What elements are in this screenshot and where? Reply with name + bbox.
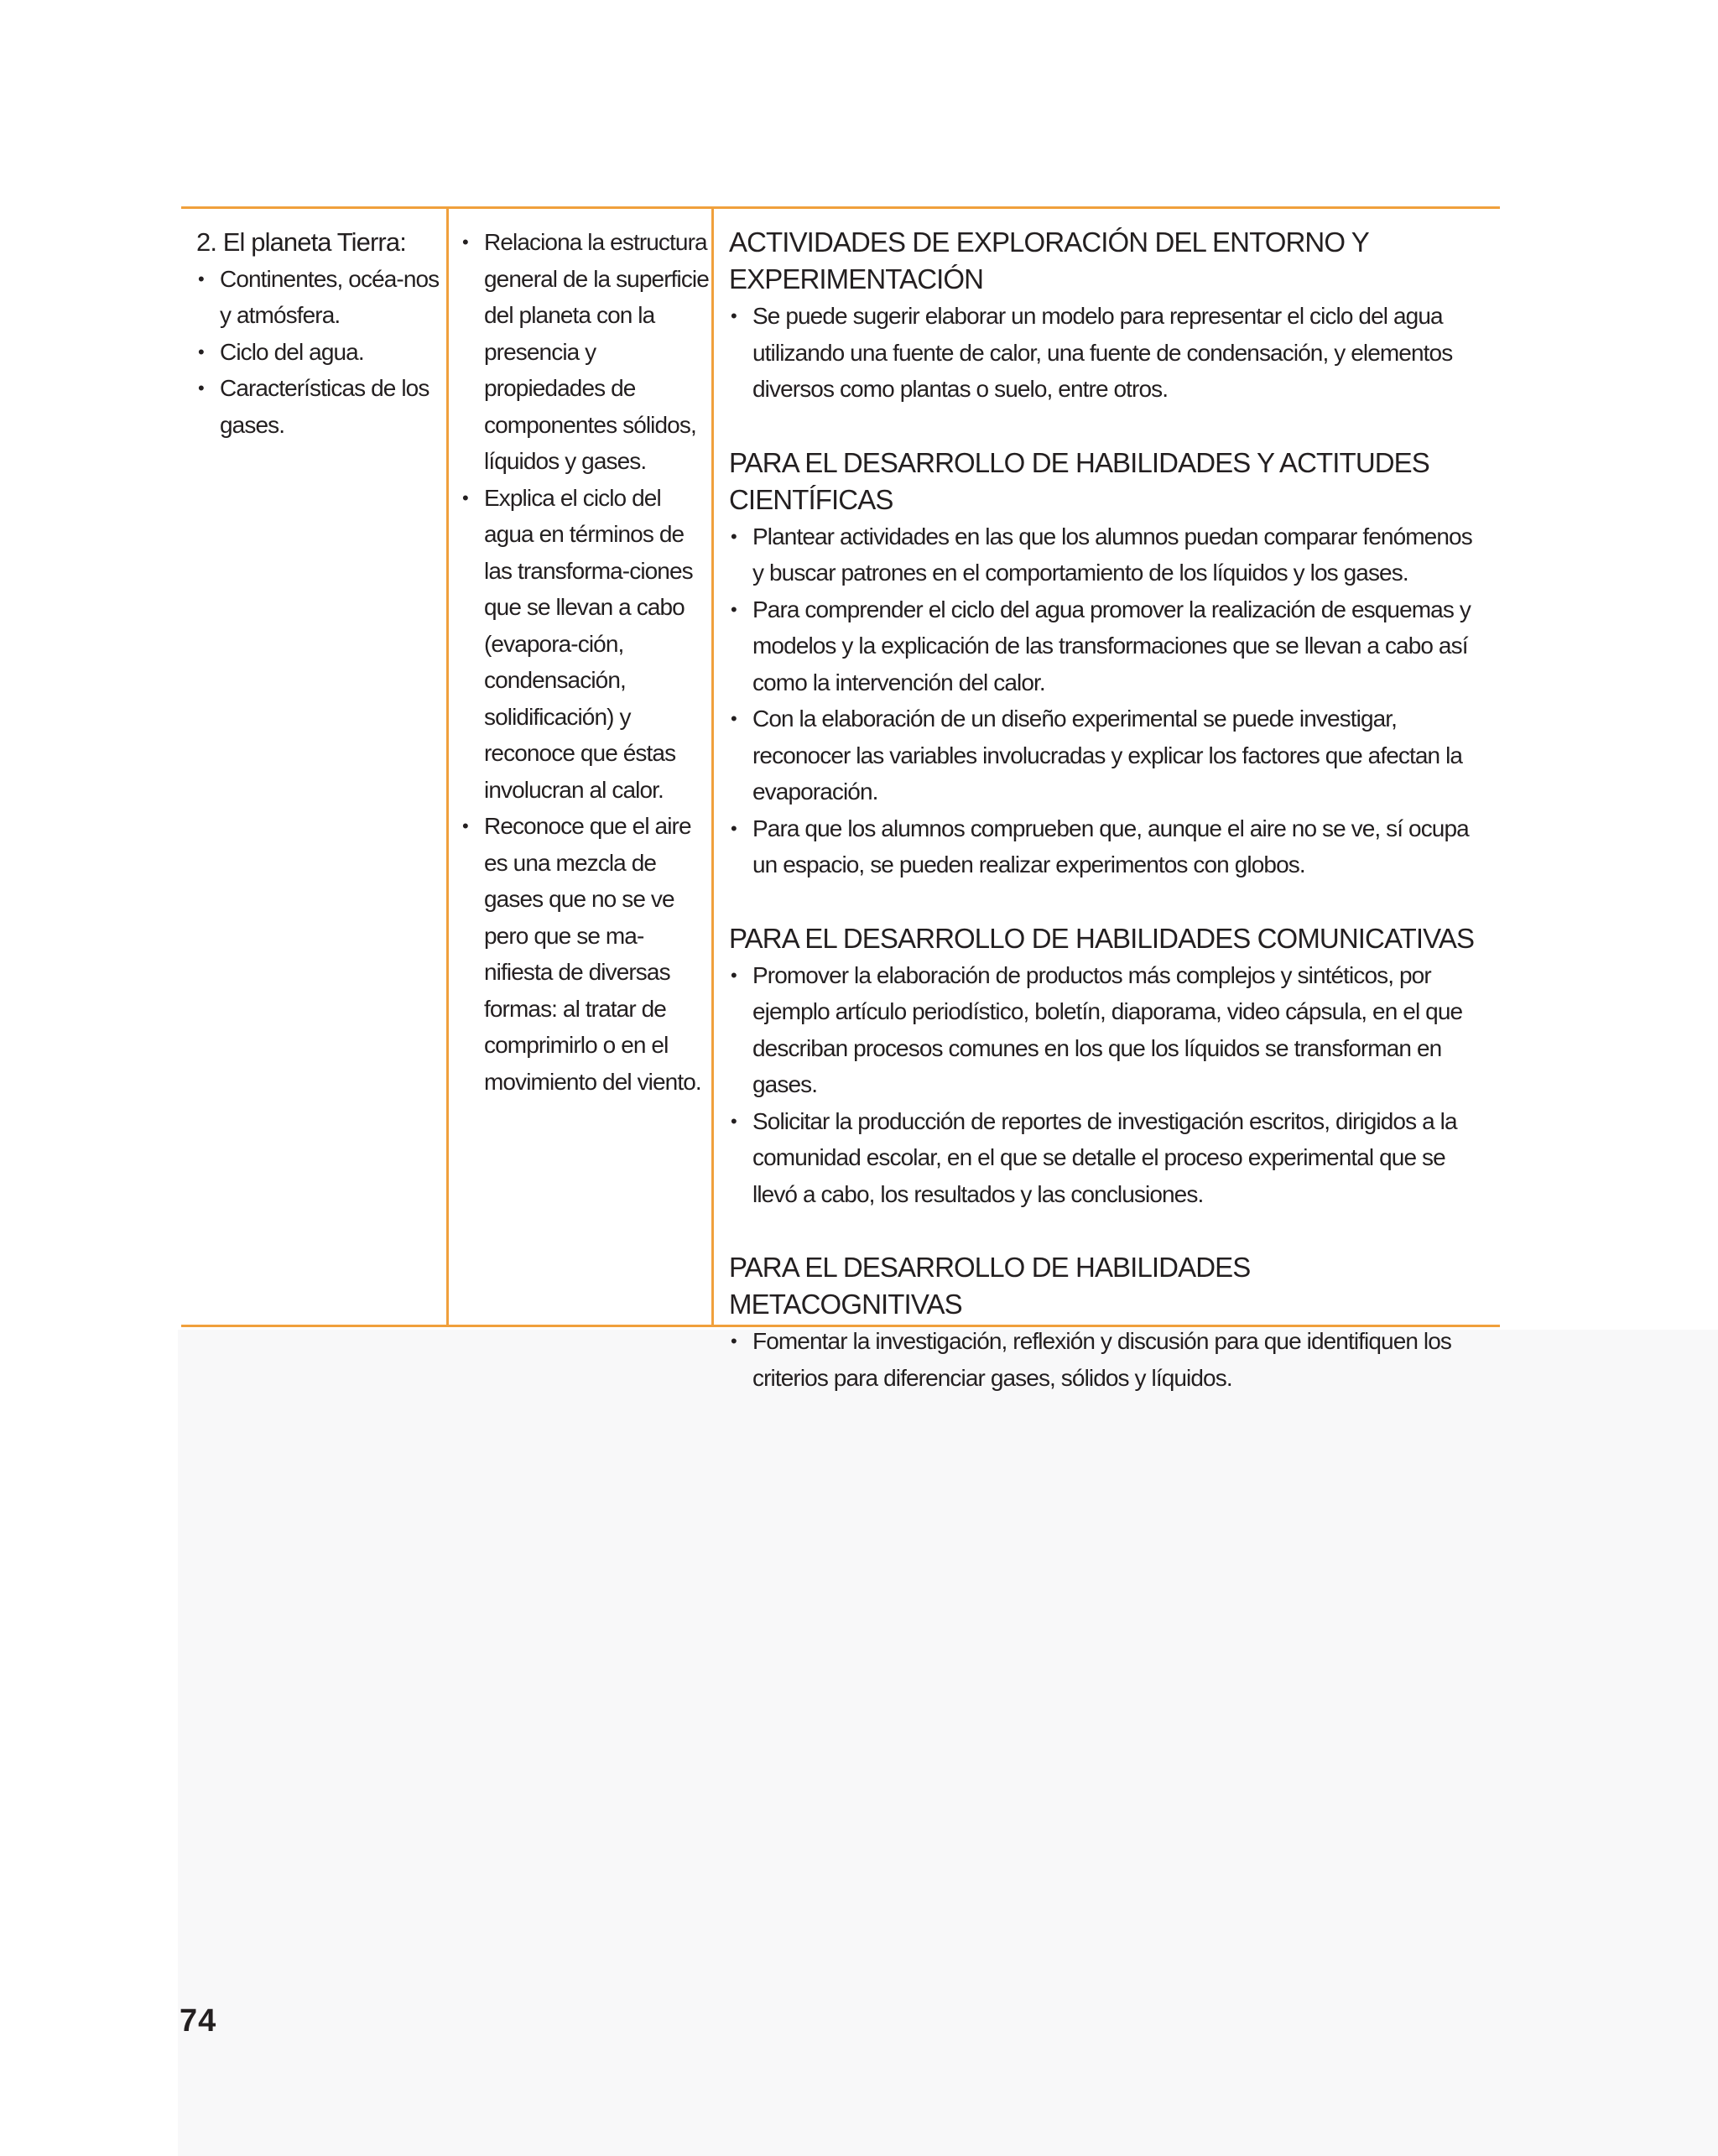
section-metacognitive-skills bbox=[729, 1249, 1483, 1396]
topic-heading: 2. El planeta Tierra: bbox=[196, 227, 406, 257]
topic-item: • Ciclo del agua. bbox=[196, 334, 446, 371]
learning-outcome-item: • Reconoce que el aire es una mezcla de gases que no se ve pero que se ma-nifiesta de diversas formas: al tratar de comprimirlo o en el movimiento del viento. bbox=[461, 808, 711, 1100]
section-item: • Para comprender el ciclo del agua promover la realización de esquemas y modelos y la explicación de las transformaciones que se llevan a cabo así como la intervención del calor. bbox=[729, 591, 1483, 701]
topic-item: • Continentes, océa-nos y atmósfera. bbox=[196, 261, 446, 334]
topic-column bbox=[181, 209, 449, 1325]
learning-outcomes-list bbox=[461, 224, 711, 1100]
learning-outcome-item: • Explica el ciclo del agua en términos de las transforma-ciones que se llevan a cabo (evapora-ción, condensación, solidificación) y reconoce que éstas involucran al calor. bbox=[461, 480, 711, 809]
section-item: • Promover la elaboración de productos más complejos y sintéticos, por ejemplo artículo periodístico, boletín, diaporama, video cápsula, en el que describan procesos comunes en los que los líquidos se transforman en gases. bbox=[729, 957, 1483, 1103]
topic-item: • Características de los gases. bbox=[196, 370, 446, 443]
section-item: • Con la elaboración de un diseño experimental se puede investigar, reconocer las variables involucradas y explicar los factores que afectan la evaporación. bbox=[729, 700, 1483, 810]
section-list bbox=[729, 518, 1483, 883]
learning-outcomes-column bbox=[449, 209, 714, 1325]
section-title: PARA EL DESARROLLO DE HABILIDADES COMUNICATIVAS bbox=[729, 922, 1475, 954]
section-list bbox=[729, 1323, 1483, 1396]
learning-outcome-item: • Relaciona la estructura general de la superficie del planeta con la presencia y propiedades de componentes sólidos, líquidos y gases. bbox=[461, 224, 711, 480]
section-title: PARA EL DESARROLLO DE HABILIDADES METACOGNITIVAS bbox=[729, 1252, 1251, 1320]
section-exploration bbox=[729, 224, 1483, 408]
section-list bbox=[729, 298, 1483, 408]
suggestions-column bbox=[714, 209, 1500, 1391]
section-item: • Plantear actividades en las que los alumnos puedan comparar fenómenos y buscar patrones en el comportamiento de los líquidos y los gases. bbox=[729, 518, 1483, 591]
section-item: • Fomentar la investigación, reflexión y discusión para que identifiquen los criterios para diferenciar gases, sólidos y líquidos. bbox=[729, 1323, 1483, 1396]
section-item: • Se puede sugerir elaborar un modelo para representar el ciclo del agua utilizando una fuente de calor, una fuente de condensación, y elementos diversos como plantas o suelo, entre otros. bbox=[729, 298, 1483, 408]
section-item: • Para que los alumnos comprueben que, aunque el aire no se ve, sí ocupa un espacio, se pueden realizar experimentos con globos. bbox=[729, 810, 1483, 883]
page-number: 74 bbox=[180, 2003, 217, 2039]
section-title: PARA EL DESARROLLO DE HABILIDADES Y ACTITUDES CIENTÍFICAS bbox=[729, 446, 1429, 515]
page-lower-shade bbox=[178, 1330, 1718, 2156]
section-title: ACTIVIDADES DE EXPLORACIÓN DEL ENTORNO Y EXPERIMENTACIÓN bbox=[729, 227, 1369, 294]
section-list bbox=[729, 957, 1483, 1213]
curriculum-table bbox=[181, 206, 1500, 1391]
section-scientific-skills bbox=[729, 445, 1483, 883]
section-communication-skills bbox=[729, 920, 1483, 1213]
section-item: • Solicitar la producción de reportes de investigación escritos, dirigidos a la comunidad escolar, en el que se detalle el proceso experimental que se llevó a cabo, los resultados y las conclusiones. bbox=[729, 1103, 1483, 1213]
topic-list bbox=[196, 261, 446, 444]
